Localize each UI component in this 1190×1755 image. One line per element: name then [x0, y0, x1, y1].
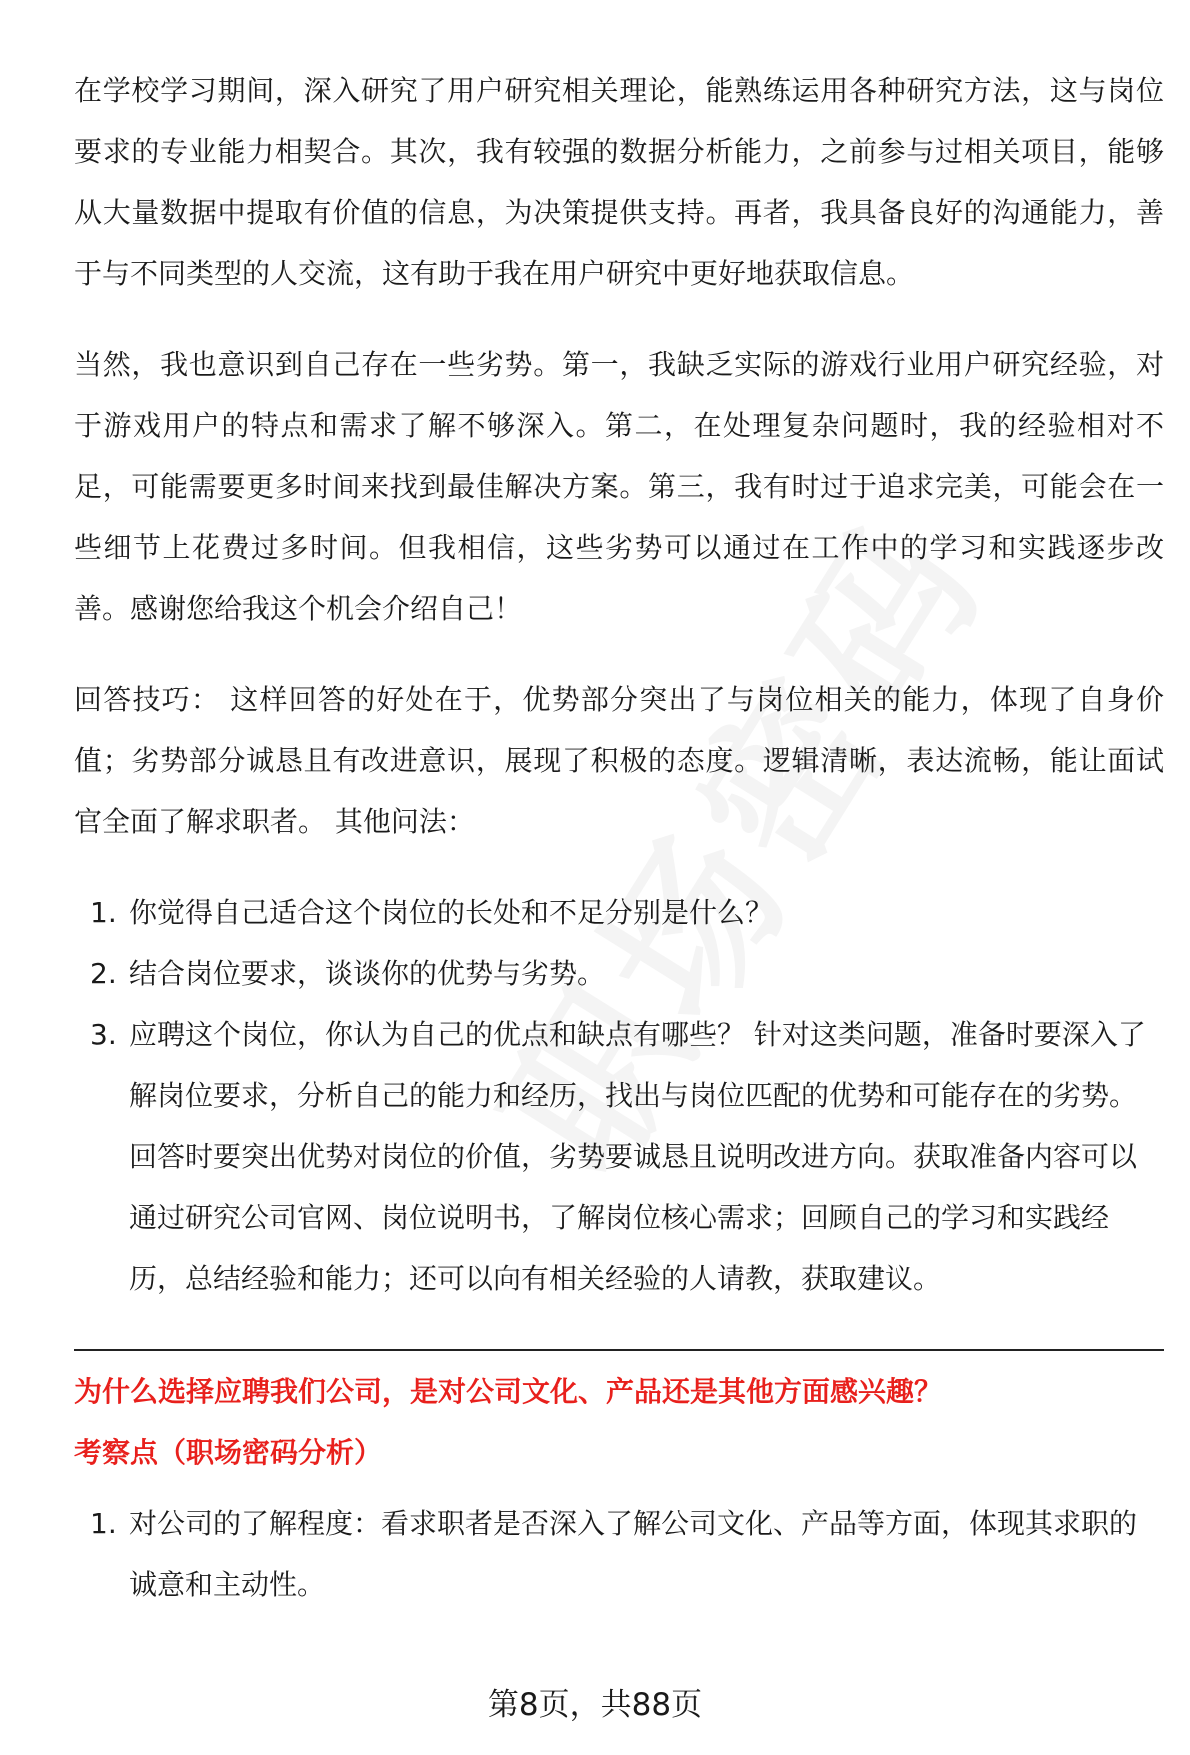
list-text: 应聘这个岗位，你认为自己的优点和缺点有哪些？ 针对这类问题，准备时要深入了解岗位要求，分析自己的能力和经历，找出与岗位匹配的优势和可能存在的劣势。回答时要突出优势对岗位的价值，劣势要诚恳且说明改进方向。获取准备内容可以通过研究公司官网、岗位说明书，了解岗位核心需求；回顾自己的学习和实践经历，总结经验和能力；还可以向有相关经验的人请教，获取建议。: [129, 1018, 1146, 1295]
list-item: [74, 882, 1164, 943]
list-text: 结合岗位要求，谈谈你的优势与劣势。: [129, 957, 606, 990]
question-title: 为什么选择应聘我们公司，是对公司文化、产品还是其他方面感兴趣？: [74, 1375, 943, 1408]
list-number: 1.: [90, 1507, 117, 1540]
list-text: 对公司的了解程度：看求职者是否深入了解公司文化、产品等方面，体现其求职的诚意和主动性。: [129, 1507, 1138, 1601]
list-item: [74, 1493, 1164, 1615]
paragraph-strengths: 在学校学习期间，深入研究了用户研究相关理论，能熟练运用各种研究方法，这与岗位要求的专业能力相契合。其次，我有较强的数据分析能力，之前参与过相关项目，能够从大量数据中提取有价值的信息，为决策提供支持。再者，我具备良好的沟通能力，善于与不同类型的人交流，这有助于我在用户研究中更好地获取信息。: [74, 74, 1164, 290]
section-divider: [74, 1349, 1164, 1351]
list-item: [74, 943, 1164, 1004]
paragraph-weaknesses: 当然，我也意识到自己存在一些劣势。第一，我缺乏实际的游戏行业用户研究经验，对于游戏用户的特点和需求了解不够深入。第二，在处理复杂问题时，我的经验相对不足，可能需要更多时间来找到最佳解决方案。第三，我有时过于追求完美，可能会在一些细节上花费过多时间。但我相信，这些劣势可以通过在工作中的学习和实践逐步改善。感谢您给我这个机会介绍自己！: [74, 348, 1164, 625]
paragraph-tips: 回答技巧： 这样回答的好处在于，优势部分突出了与岗位相关的能力，体现了自身价值；劣势部分诚恳且有改进意识，展现了积极的态度。逻辑清晰，表达流畅，能让面试官全面了解求职者。 其他问法：: [74, 683, 1164, 838]
alternate-questions-list: [74, 882, 1164, 1309]
page-footer: 第8页，共88页: [487, 1687, 703, 1723]
list-number: 1.: [90, 896, 117, 929]
list-number: 2.: [90, 957, 117, 990]
list-number: 3.: [90, 1018, 117, 1051]
question-subtitle: 考察点（职场密码分析）: [74, 1436, 383, 1469]
list-text: 你觉得自己适合这个岗位的长处和不足分别是什么？: [129, 896, 774, 929]
list-item: [74, 1004, 1164, 1309]
assessment-points-list: [74, 1493, 1164, 1615]
document-page: [74, 60, 1164, 1615]
